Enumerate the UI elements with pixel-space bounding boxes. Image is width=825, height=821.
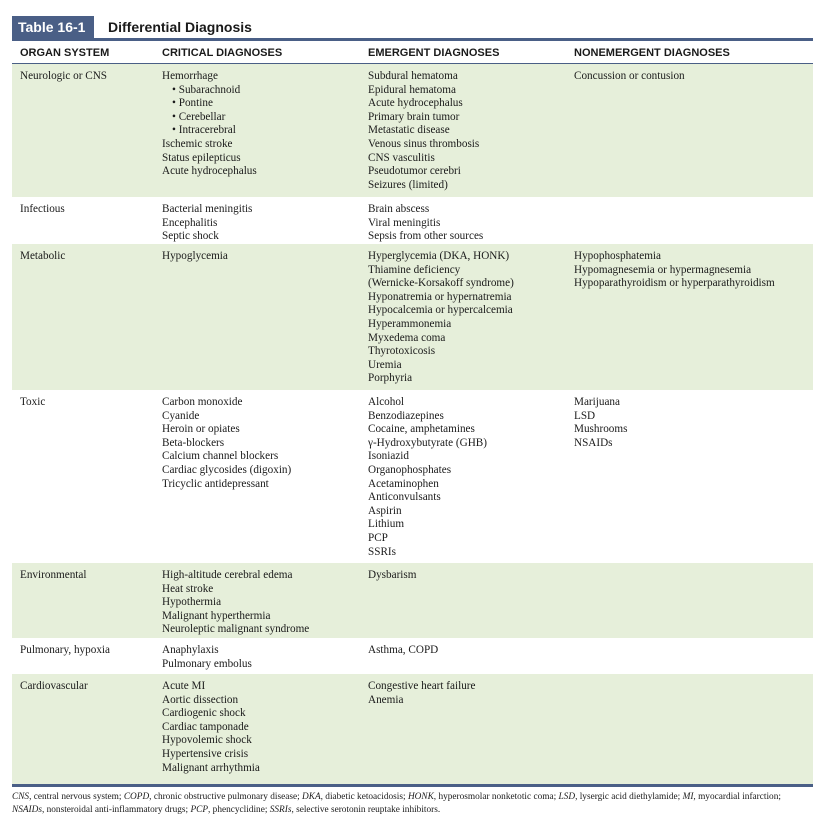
cell-emergent	[368, 70, 479, 192]
list-item: Hypovolemic shock	[162, 734, 252, 747]
list-item: Pulmonary embolus	[162, 657, 252, 670]
list-item: Epidural hematoma	[368, 83, 456, 96]
footnote-abbr: HONK	[407, 792, 434, 802]
list-item: Calcium channel blockers	[162, 450, 279, 463]
list-item: (Wernicke-Korsakoff syndrome)	[368, 277, 514, 290]
list-item: Viral meningitis	[368, 216, 441, 229]
footnote-definition: selective serotonin reuptake inhibitors	[296, 805, 438, 815]
list-item: Hypoglycemia	[162, 250, 228, 262]
list-item: Carbon monoxide	[162, 396, 243, 408]
footnote-definition: phencyclidine	[212, 805, 265, 815]
list-item: Hypertensive crisis	[162, 747, 249, 760]
list-item: Cyanide	[162, 409, 200, 422]
list-item: Congestive heart failure	[368, 680, 476, 692]
list-item: Uremia	[368, 358, 402, 371]
header-organ-system: ORGAN SYSTEM	[20, 47, 110, 59]
header-critical: CRITICAL DIAGNOSES	[162, 47, 283, 59]
header-emergent: EMERGENT DIAGNOSES	[368, 47, 500, 59]
cell-nonemergent	[574, 70, 685, 84]
list-item: Marijuana	[574, 396, 620, 408]
list-item: Isoniazid	[368, 450, 410, 463]
cell-critical	[162, 396, 291, 491]
list-item: Alcohol	[368, 396, 405, 408]
list-item: Venous sinus thrombosis	[368, 137, 480, 150]
cell-emergent	[368, 569, 416, 583]
list-item: Lithium	[368, 518, 405, 531]
cell-critical	[162, 250, 228, 264]
list-item: Cocaine, amphetamines	[368, 423, 475, 436]
footnote-abbr: SSRIs	[269, 805, 292, 815]
list-item: Malignant arrhythmia	[162, 761, 260, 774]
cell-critical	[162, 70, 257, 179]
list-item: Thyrotoxicosis	[368, 345, 436, 358]
list-item: LSD	[574, 409, 596, 422]
table-container	[12, 8, 813, 817]
list-item: Aspirin	[368, 504, 402, 517]
table-row	[12, 390, 813, 563]
list-item: Dysbarism	[368, 569, 417, 581]
cell-organ: Environmental	[20, 569, 87, 581]
list-item: Primary brain tumor	[368, 110, 460, 123]
list-item: Asthma, COPD	[368, 644, 439, 656]
abbreviations-footnote: CNS, central nervous system; COPD, chronic obstructive pulmonary disease; DKA, diabetic ketoacidosis; HONK, hyperosmolar nonketotic coma; LSD, lysergic acid diethylamide; MI, myocardial infarction; NSAIDs, nonsteroidal anti-inflammatory drugs; PCP, phencyclidine; SSRIs, selective serotonin reuptake inhibitors.	[12, 792, 781, 815]
list-item: Hyponatremia or hypernatremia	[368, 290, 512, 303]
list-item: Malignant hyperthermia	[162, 609, 271, 622]
footnote-abbr: DKA	[302, 792, 321, 802]
list-item: • Cerebellar	[162, 111, 257, 125]
list-item: Organophosphates	[368, 463, 452, 476]
table-bottom-rule	[12, 784, 813, 787]
footnote-definition: myocardial infarction	[698, 792, 779, 802]
list-item: Acute MI	[162, 680, 206, 692]
table-title-bar	[12, 8, 813, 41]
header-nonemergent: NONEMERGENT DIAGNOSES	[574, 47, 730, 59]
cell-critical	[162, 569, 309, 637]
list-item: • Intracerebral	[162, 124, 257, 138]
footnote-abbr: LSD	[558, 792, 576, 802]
footnote-abbr: PCP	[190, 805, 209, 815]
list-item: Metastatic disease	[368, 124, 450, 137]
list-item: Hyperglycemia (DKA, HONK)	[368, 250, 510, 262]
list-item: Bacterial meningitis	[162, 203, 253, 215]
list-item: Ischemic stroke	[162, 137, 233, 150]
table-row	[12, 638, 813, 674]
list-item: Subdural hematoma	[368, 70, 458, 82]
list-item: Cardiac glycosides (digoxin)	[162, 463, 292, 476]
footnote-definition: nonsteroidal anti-inflammatory drugs	[46, 805, 186, 815]
footnote-definition: chronic obstructive pulmonary disease	[153, 792, 298, 802]
cell-emergent	[368, 644, 438, 658]
cell-nonemergent	[574, 396, 627, 450]
list-item: Porphyria	[368, 372, 413, 385]
list-item: SSRIs	[368, 545, 396, 558]
footnote-abbr: CNS	[12, 792, 30, 802]
cell-emergent	[368, 680, 475, 707]
table-row	[12, 64, 813, 197]
footnote-abbr: COPD	[123, 792, 150, 802]
list-item: Thiamine deficiency	[368, 263, 461, 276]
table-row	[12, 674, 813, 784]
list-item: Septic shock	[162, 230, 219, 243]
list-item: Cardiac tamponade	[162, 720, 249, 733]
list-item: Hypomagnesemia or hypermagnesemia	[574, 263, 752, 276]
cell-emergent	[368, 396, 487, 559]
table-title: Differential Diagnosis	[108, 19, 252, 35]
cell-emergent	[368, 250, 514, 386]
list-item: Acute hydrocephalus	[368, 97, 463, 110]
cell-nonemergent	[574, 250, 775, 291]
list-item: Concussion or contusion	[574, 70, 685, 82]
list-item: Hypothermia	[162, 596, 222, 609]
footnote-definition: central nervous system	[33, 792, 119, 802]
list-item: Anticonvulsants	[368, 491, 441, 504]
table-row	[12, 197, 813, 244]
list-item: Hypophosphatemia	[574, 250, 661, 262]
table-row	[12, 244, 813, 390]
list-item: Anaphylaxis	[162, 644, 219, 656]
list-item: PCP	[368, 531, 388, 544]
cell-organ: Toxic	[20, 396, 46, 408]
footnote-definition: diabetic ketoacidosis	[325, 792, 404, 802]
list-item: Myxedema coma	[368, 331, 446, 344]
list-item: Heroin or opiates	[162, 423, 240, 436]
footnote-abbr: NSAIDs	[12, 805, 42, 815]
cell-organ: Neurologic or CNS	[20, 70, 108, 82]
list-item: Seizures (limited)	[368, 178, 448, 191]
footnote-definition: hyperosmolar nonketotic coma	[438, 792, 554, 802]
cell-organ: Infectious	[20, 203, 65, 215]
list-item: • Subarachnoid	[162, 84, 257, 98]
list-item: Neuroleptic malignant syndrome	[162, 623, 310, 636]
footnote-abbr: MI	[682, 792, 694, 802]
list-item: Tricyclic antidepressant	[162, 477, 269, 490]
column-headers	[12, 41, 813, 64]
table-body	[12, 64, 813, 784]
table-number: Table 16-1	[12, 16, 94, 38]
list-item: γ-Hydroxybutyrate (GHB)	[368, 436, 487, 449]
cell-critical	[162, 644, 252, 671]
table-row	[12, 563, 813, 638]
list-item: Acetaminophen	[368, 477, 439, 490]
list-item: Encephalitis	[162, 216, 218, 229]
list-item: Mushrooms	[574, 423, 628, 436]
list-item: Pseudotumor cerebri	[368, 165, 461, 178]
list-item: CNS vasculitis	[368, 151, 435, 164]
footnote-definition: lysergic acid diethylamide	[579, 792, 678, 802]
list-item: Hypocalcemia or hypercalcemia	[368, 304, 513, 317]
cell-organ: Pulmonary, hypoxia	[20, 644, 111, 656]
cell-critical	[162, 680, 260, 775]
list-item: Status epilepticus	[162, 151, 241, 164]
list-item: Aortic dissection	[162, 693, 239, 706]
list-item: Hemorrhage	[162, 70, 218, 82]
cell-organ: Metabolic	[20, 250, 66, 262]
cell-emergent	[368, 203, 483, 244]
list-item: Hyperammonemia	[368, 317, 452, 330]
cell-critical	[162, 203, 252, 244]
list-item: Hypoparathyroidism or hyperparathyroidism	[574, 277, 775, 290]
list-item: Brain abscess	[368, 203, 430, 215]
list-item: Beta-blockers	[162, 436, 225, 449]
list-item: NSAIDs	[574, 436, 613, 449]
list-item: Anemia	[368, 693, 404, 706]
list-item: Acute hydrocephalus	[162, 165, 257, 178]
list-item: High-altitude cerebral edema	[162, 569, 293, 581]
list-item: Sepsis from other sources	[368, 230, 484, 243]
cell-organ: Cardiovascular	[20, 680, 88, 692]
list-item: Heat stroke	[162, 582, 214, 595]
list-item: • Pontine	[162, 97, 257, 111]
list-item: Benzodiazepines	[368, 409, 444, 422]
list-item: Cardiogenic shock	[162, 707, 246, 720]
